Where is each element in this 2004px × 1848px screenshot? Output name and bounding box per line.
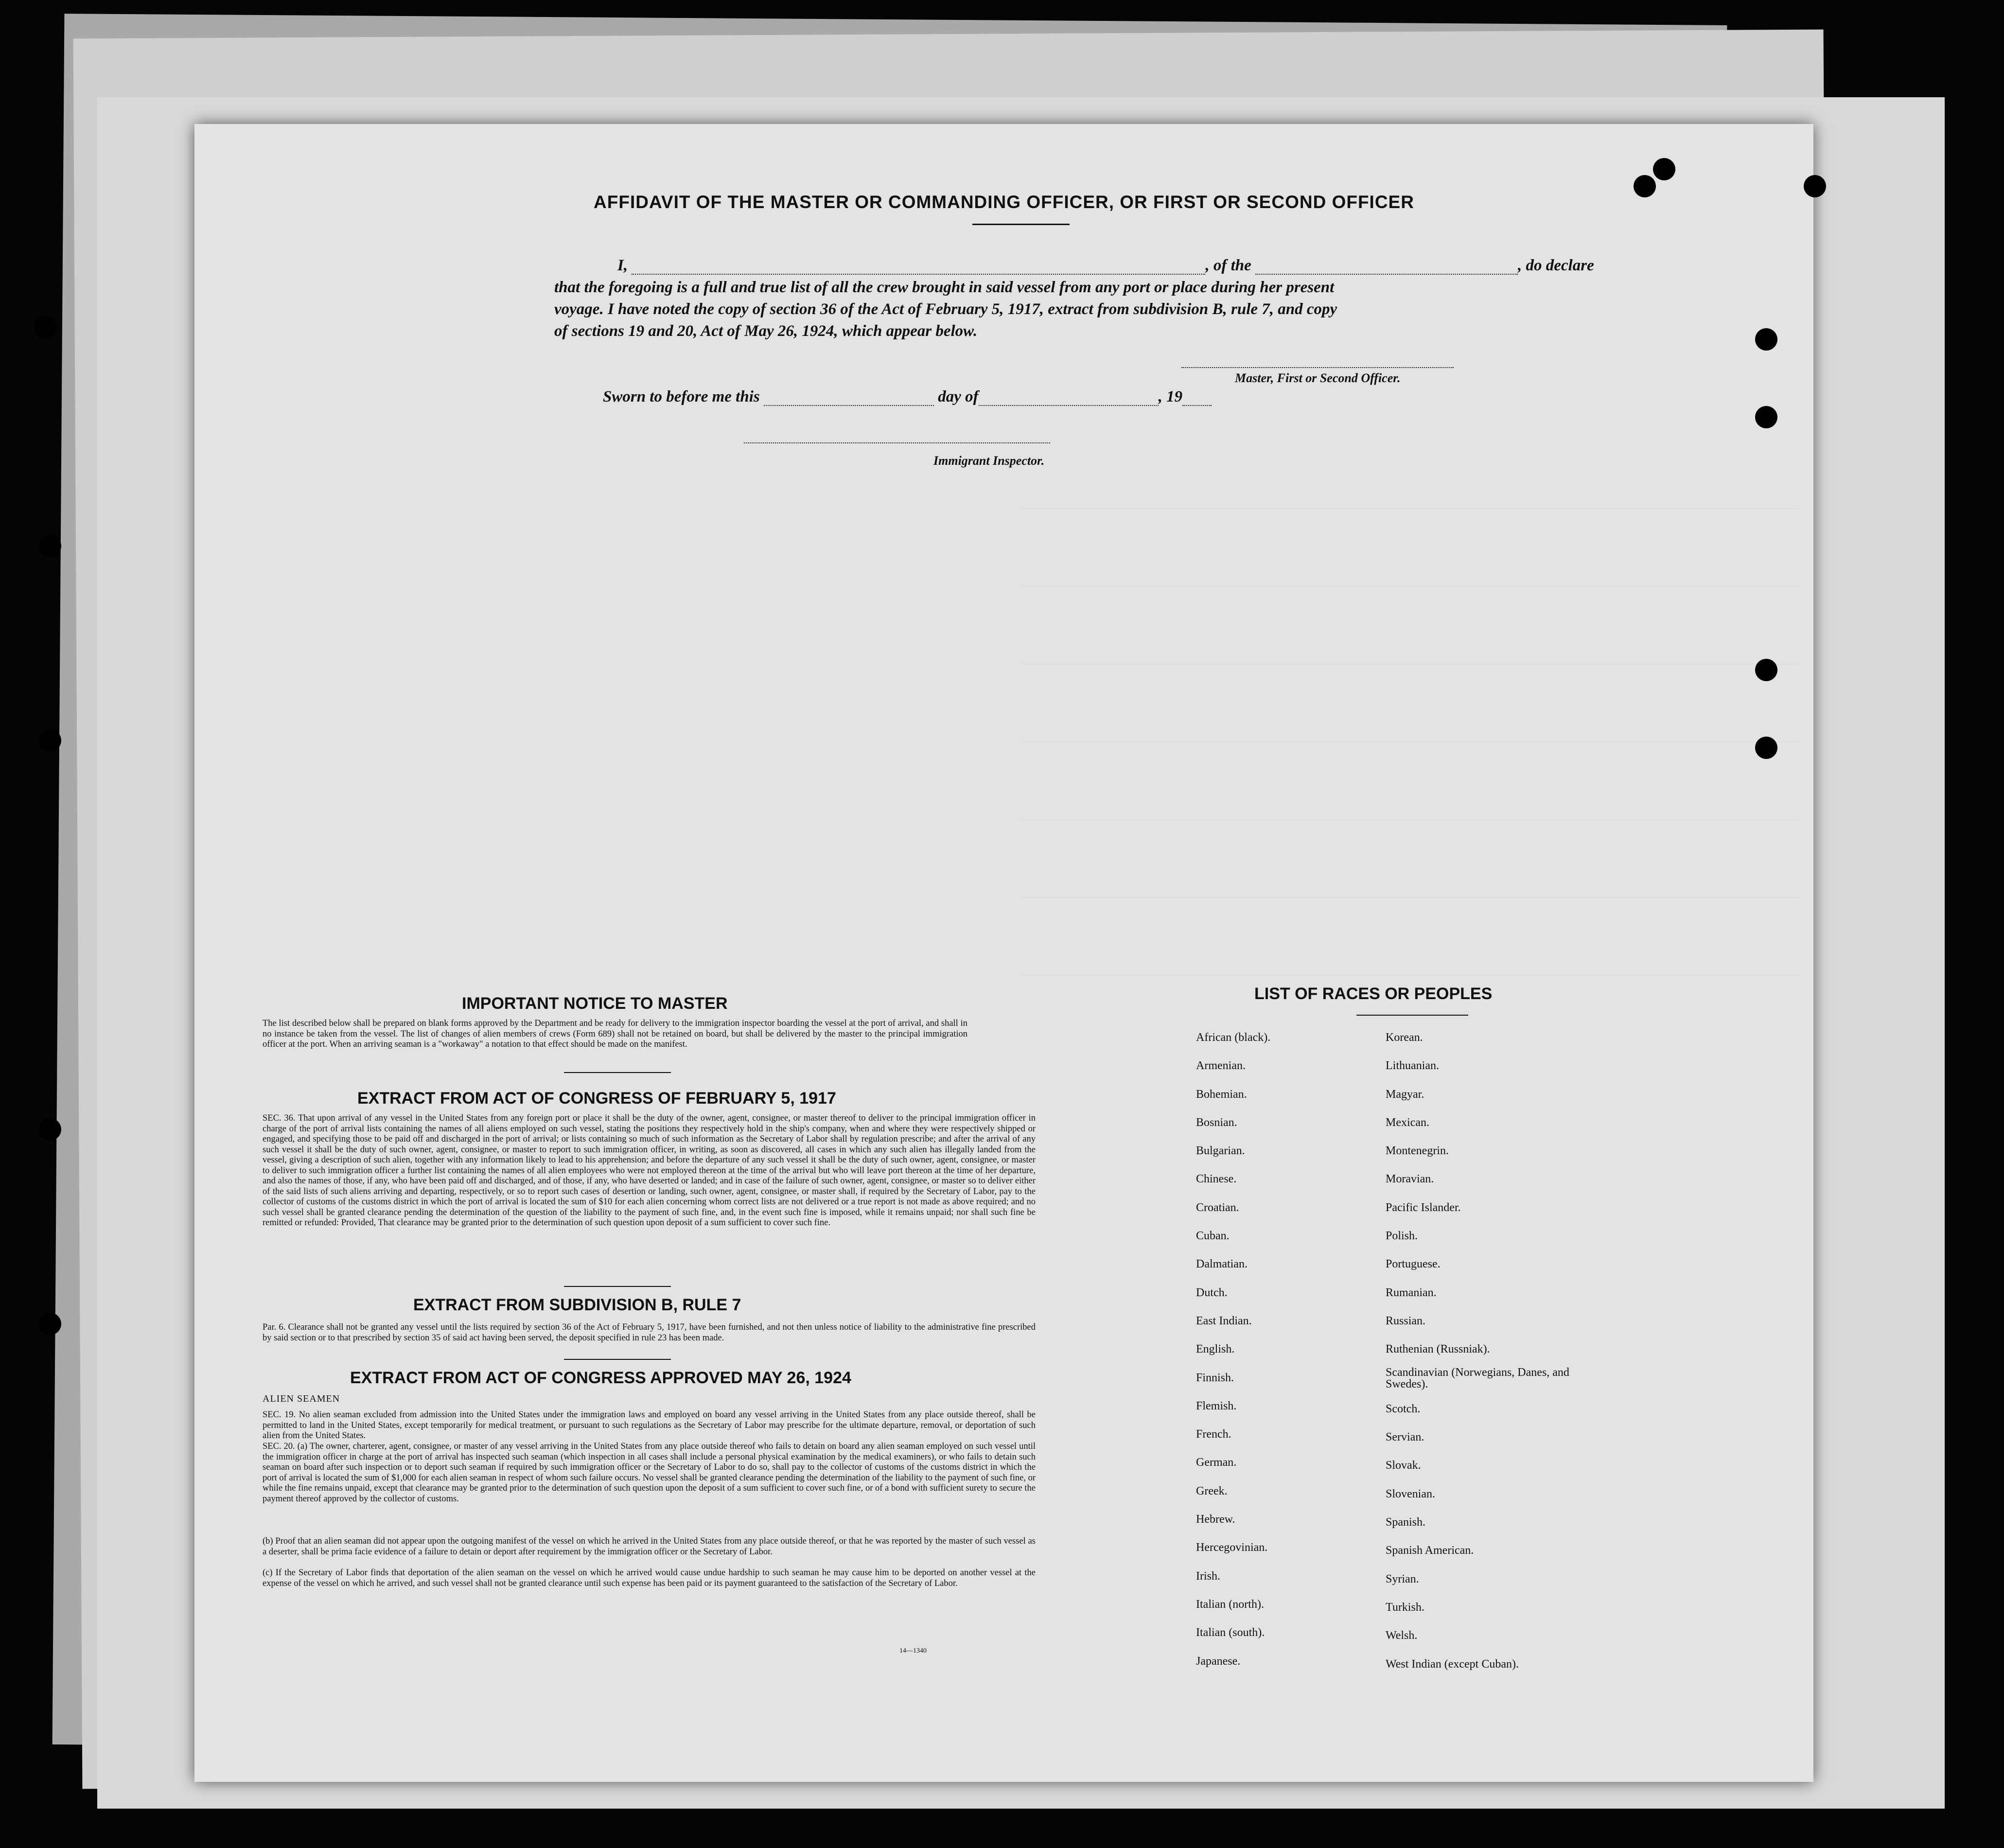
race-item: Welsh.: [1386, 1629, 1418, 1642]
sworn-day-blank[interactable]: [764, 400, 934, 406]
races-title: LIST OF RACES OR PEOPLES: [1254, 985, 1493, 1003]
race-item: Italian (north).: [1196, 1598, 1264, 1611]
race-item: Pacific Islander.: [1386, 1201, 1461, 1214]
race-item: German.: [1196, 1456, 1237, 1469]
race-item: Slovak.: [1386, 1459, 1421, 1472]
race-item: Hercegovinian.: [1196, 1541, 1268, 1554]
rule7-title: EXTRACT FROM SUBDIVISION B, RULE 7: [413, 1296, 741, 1314]
race-item: Cuban.: [1196, 1230, 1230, 1243]
race-item: Moravian.: [1386, 1173, 1434, 1186]
race-item: Flemish.: [1196, 1399, 1237, 1412]
race-item: Spanish.: [1386, 1516, 1426, 1529]
race-item: Bosnian.: [1196, 1116, 1237, 1129]
race-item: Croatian.: [1196, 1201, 1239, 1214]
race-item: Korean.: [1386, 1031, 1423, 1044]
binder-hole: [39, 535, 61, 557]
extract-1917-text: SEC. 36. That upon arrival of any vessel in the United States from any foreign port or place it shall be the duty of the owner, agent, consignee, or master thereof to deliver to the principal immigration officer in charge of the port of arrival lists containing the names of all aliens employed on such vessel, stating the positions they respectively hold in the ship's company, when and where they were respectively shipped or engaged, and specifying those to be paid off and discharged in the port of arrival; or lists containing so much of such information as the Secretary of Labor shall by regulation prescribe; and after the arrival of any such vessel it shall be the duty of such owner, agent, consignee, or master to report to such immigration officer, in writing, as soon as discovered, all cases in which any such alien has illegally landed from the vessel, giving a description of such alien, together with any information likely to lead to his apprehension; and before the departure of any such vessel it shall be the duty of such owner, agent, consignee, or master to deliver to such immigration officer a further list containing the names of all alien employees who were not employed thereon at the time of the arrival but who will leave port thereon at the time of her departure, and also the names of those, if any, who have been paid off and discharged, and of those, if any, who have deserted or landed; and in case of the failure of such owner, agent, consignee, or master so to deliver either of the said lists of such aliens arriving and departing, respectively, or so to report such cases of desertion or landing, such owner, agent, consignee, or master shall, if required by the Secretary of Labor, pay to the collector of customs of the customs district in which the port of arrival is located the sum of $10 for each alien concerning whom correct lists are not delivered or a true report is not made as above required; and no such vessel shall be granted clearance pending the determination of the question of the liability to the payment of such fine, and, in the event such fine is imposed, while it remains unpaid; nor shall such fine be remitted or refunded: Provided, That clearance may be granted prior to the determination of such question upon deposit of a sum sufficient to cover such fine.: [263, 1113, 1036, 1228]
form-sheet: [194, 124, 1813, 1782]
race-item: Scotch.: [1386, 1402, 1421, 1415]
declarant-name-blank[interactable]: [632, 269, 1205, 275]
notice-title: IMPORTANT NOTICE TO MASTER: [462, 994, 728, 1013]
sec20c-text: (c) If the Secretary of Labor finds that deportation of the alien seaman on the vessel on which he arrived would cause undue hardship to such seaman he may cause him to be deported on another vessel at the expense of the vessel on which he arrived, and such vessel shall not be granted clearance until such expense has been paid or its payment guaranteed to the satisfaction of the Secretary of Labor.: [263, 1568, 1036, 1588]
race-item: Irish.: [1196, 1569, 1220, 1583]
punch-hole: [1755, 406, 1777, 428]
race-item: French.: [1196, 1428, 1231, 1441]
divider: [1356, 1015, 1468, 1016]
race-item: Hebrew.: [1196, 1513, 1235, 1526]
declarant-prefix: I,: [617, 257, 628, 274]
divider: [564, 1286, 671, 1287]
declaration-line: [617, 257, 1594, 275]
master-signature-line[interactable]: [1181, 367, 1454, 368]
alien-seamen-subtitle: ALIEN SEAMEN: [263, 1393, 340, 1404]
punch-hole: [1653, 158, 1675, 180]
sec19-text: SEC. 19. No alien seaman excluded from admission into the United States under the immigration laws and employed on board any vessel arriving in the United States from any place outside thereof, shall be permitted to land in the United States, except temporarily for medical treatment, or pursuant to such regulations as the Secretary of Labor may prescribe for the ultimate departure, removal, or deportation of such alien from the United States.: [263, 1410, 1036, 1441]
race-item: Mexican.: [1386, 1116, 1429, 1129]
sec20b-text: (b) Proof that an alien seaman did not appear upon the outgoing manifest of the vessel on which he arrived in the United States from any place outside thereof, or that he was reported by the master of such vessel as a deserter, shall be prima facie evidence of a failure to detain or deport after requirement by the immigration officer or the Secretary of Labor.: [263, 1536, 1036, 1557]
of-the-text: , of the: [1205, 257, 1251, 274]
sworn-line: [603, 388, 1212, 406]
master-caption: Master, First or Second Officer.: [1235, 371, 1401, 385]
sworn-month-blank[interactable]: [979, 400, 1159, 406]
race-item: Chinese.: [1196, 1173, 1237, 1186]
sworn-year-blank[interactable]: [1182, 400, 1212, 406]
vessel-name-blank[interactable]: [1255, 269, 1518, 275]
form-number: 14—1340: [899, 1647, 927, 1654]
race-item: Magyar.: [1386, 1088, 1424, 1101]
race-item: Spanish American.: [1386, 1544, 1474, 1557]
race-item: Bulgarian.: [1196, 1144, 1245, 1158]
inspector-signature-line[interactable]: [744, 442, 1050, 443]
race-item: Italian (south).: [1196, 1626, 1265, 1639]
race-item: Russian.: [1386, 1314, 1426, 1327]
race-item: Finnish.: [1196, 1371, 1234, 1384]
race-item: English.: [1196, 1343, 1235, 1356]
declaration-text: voyage. I have noted the copy of section 36 of the Act of February 5, 1917, extract from subdivision B, rule 7, and copy: [554, 300, 1337, 318]
race-item: Lithuanian.: [1386, 1059, 1439, 1073]
race-item: Polish.: [1386, 1230, 1418, 1243]
extract-1924-title: EXTRACT FROM ACT OF CONGRESS APPROVED MAY 26, 1924: [350, 1369, 851, 1387]
punch-hole: [1755, 328, 1777, 351]
binder-hole: [39, 729, 61, 752]
binder-hole: [39, 1118, 61, 1141]
race-item: Portuguese.: [1386, 1258, 1441, 1271]
sworn-prefix: Sworn to before me this: [603, 388, 760, 405]
race-item: Servian.: [1386, 1431, 1424, 1444]
races-column-1: [1196, 1023, 1371, 1675]
binder-hole: [34, 316, 56, 338]
race-item: Rumanian.: [1386, 1286, 1437, 1299]
extract-1917-title: EXTRACT FROM ACT OF CONGRESS OF FEBRUARY 5, 1917: [357, 1089, 836, 1108]
declaration-text: that the foregoing is a full and true list of all the crew brought in said vessel from any port or place during her present: [554, 279, 1335, 296]
race-item: Dutch.: [1196, 1286, 1228, 1299]
divider: [564, 1072, 671, 1073]
sworn-year-text: , 19: [1158, 388, 1183, 405]
race-item: Scandinavian (Norwegians, Danes, and Swedes).: [1386, 1366, 1569, 1390]
race-item: Slovenian.: [1386, 1487, 1435, 1500]
race-item: Armenian.: [1196, 1059, 1246, 1073]
race-item: Japanese.: [1196, 1654, 1241, 1668]
inspector-caption: Immigrant Inspector.: [933, 454, 1045, 468]
sworn-day-text: day of: [938, 388, 979, 405]
race-item: Dalmatian.: [1196, 1258, 1248, 1271]
do-declare-text: , do declare: [1518, 257, 1594, 274]
races-column-2: [1386, 1023, 1658, 1678]
race-item: Turkish.: [1386, 1601, 1424, 1614]
binder-hole: [39, 1313, 61, 1335]
sec20a-text: SEC. 20. (a) The owner, charterer, agent, consignee, or master of any vessel arriving in the United States from any place outside thereof who fails to detain on board any alien seaman employed on such vessel until the immigration officer in charge at the port of arrival has inspected such seaman (which inspection in all cases shall include a personal physical examination by the medical examiners), or who fails to detain such seaman on board after such inspection or to deport such seaman if required by such immigration officer or the Secretary of Labor to do so, shall pay to the collector of customs of the customs district in which the port of arrival is located the sum of $1,000 for each alien seaman in respect of whom such failure occurs. No vessel shall be granted clearance pending the determination of the liability to the payment of such fine, or while the fine remains unpaid, except that clearance may be granted prior to the determination of such question upon the deposit of a sum sufficient to cover such fine, or of a bond with sufficient surety to secure the payment thereof approved by the collector of customs.: [263, 1442, 1036, 1504]
declaration-text: of sections 19 and 20, Act of May 26, 1924, which appear below.: [554, 322, 978, 340]
divider: [972, 224, 1070, 225]
divider: [564, 1359, 671, 1360]
race-item: Montenegrin.: [1386, 1144, 1449, 1158]
race-item: Ruthenian (Russniak).: [1386, 1343, 1490, 1356]
race-item: Greek.: [1196, 1484, 1228, 1497]
race-item: East Indian.: [1196, 1314, 1252, 1327]
rule7-text: Par. 6. Clearance shall not be granted any vessel until the lists required by section 36 of the Act of February 5, 1917, have been furnished, and not then unless notice of liability to the administrative fine prescribed by said section or to that prescribed by section 35 of said act having been served, the deposit specified in rule 23 has been made.: [263, 1322, 1036, 1343]
race-item: Bohemian.: [1196, 1088, 1247, 1101]
race-item: African (black).: [1196, 1031, 1271, 1044]
race-item: West Indian (except Cuban).: [1386, 1657, 1519, 1671]
race-item: Syrian.: [1386, 1572, 1419, 1585]
notice-text: The list described below shall be prepared on blank forms approved by the Department and be ready for delivery to the immigration inspector boarding the vessel at the port of arrival, and shall in no instance be taken from the vessel. The list of changes of alien members of crews (Form 689) shall not be retained on board, but shall be delivered by the master to the principal immigration officer at the port. When an arriving seaman is a "workaway" a notation to that effect should be made on the manifest.: [263, 1019, 967, 1049]
affidavit-title: AFFIDAVIT OF THE MASTER OR COMMANDING OFFICER, OR FIRST OR SECOND OFFICER: [594, 192, 1414, 212]
